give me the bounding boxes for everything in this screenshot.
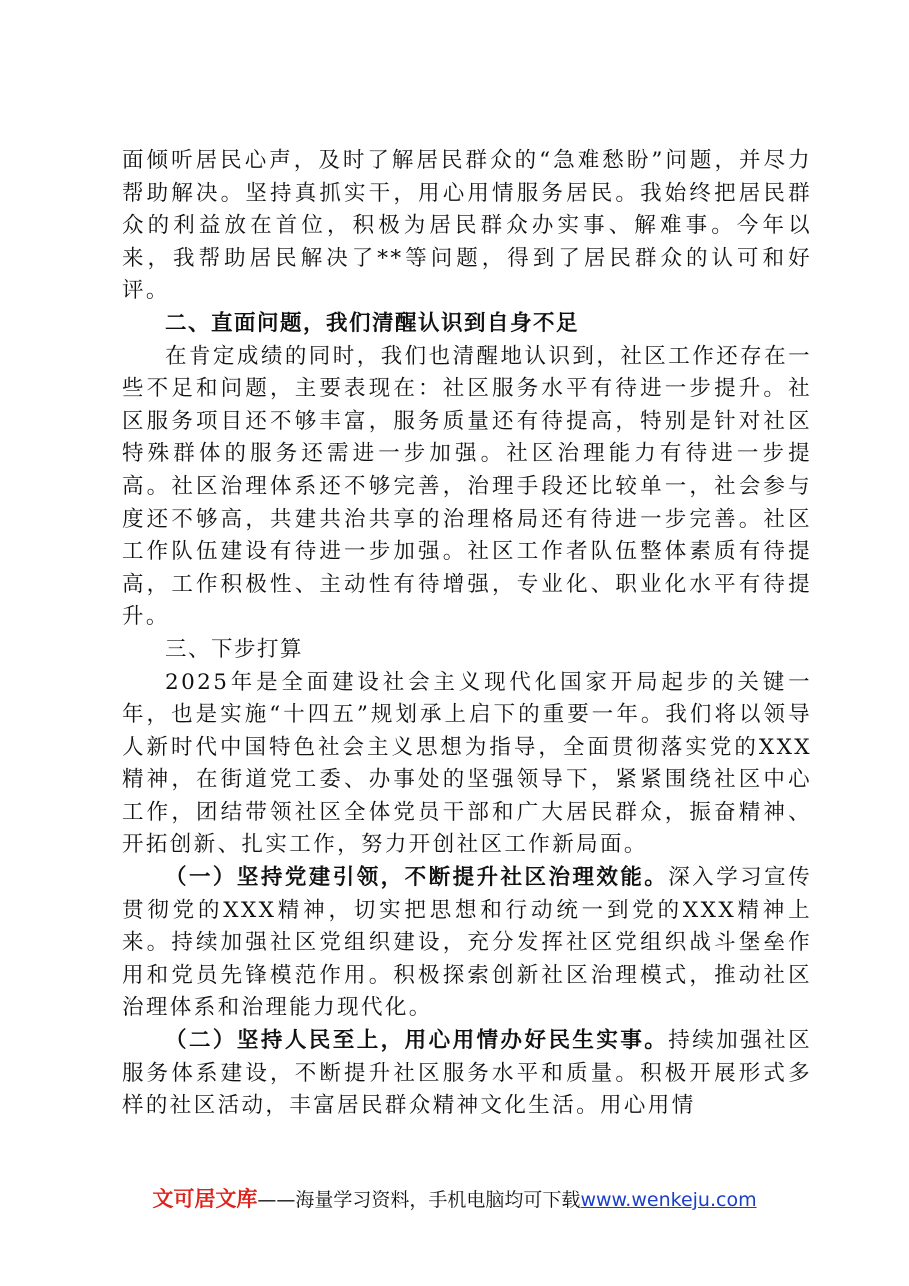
footer-link[interactable]: www.wenkeju.com bbox=[580, 1189, 757, 1211]
item-lead-party-building: （一）坚持党建引领，不断提升社区治理效能。 bbox=[165, 865, 669, 891]
footer-banner bbox=[0, 1183, 909, 1213]
section-heading-problems: 二、直面问题，我们清醒认识到自身不足 bbox=[165, 310, 580, 336]
paragraph-plan-intro: 2025年是全面建设社会主义现代化国家开局起步的关键一年，也是实施“十四五”规划承上启下的重要一年。我们将以领导人新时代中国特色社会主义思想为指导，全面贯彻落实党的XXX精神，在街道党工委、办事处的坚强领导下，紧紧围绕社区中心工作，团结带领社区全体党员干部和广大居民群众，振奋精神、开拓创新、扎实工作，努力开创社区工作新局面。 bbox=[122, 669, 812, 858]
item-lead-people-first: （二）坚持人民至上，用心用情办好民生实事。 bbox=[165, 1028, 669, 1054]
paragraph-people-first bbox=[122, 1025, 812, 1123]
paragraph-shortcomings: 在肯定成绩的同时，我们也清醒地认识到，社区工作还存在一些不足和问题，主要表现在：社区服务水平有待进一步提升。社区服务项目还不够丰富，服务质量还有待提高，特别是针对社区特殊群体的服务还需进一步加强。社区治理能力有待进一步提高。社区治理体系还不够完善，治理手段还比较单一，社会参与度还不够高，共建共治共享的治理格局还有待进一步完善。社区工作队伍建设有待进一步加强。社区工作者队伍整体素质有待提高，工作积极性、主动性有待增强，专业化、职业化水平有待提升。 bbox=[122, 343, 812, 630]
footer-brand: 文可居文库 bbox=[152, 1187, 258, 1211]
paragraph-continued: 面倾听居民心声，及时了解居民群众的“急难愁盼”问题，并尽力帮助解决。坚持真抓实干，用心用情服务居民。我始终把居民群众的利益放在首位，积极为居民群众办实事、解难事。今年以来，我帮助居民解决了**等问题，得到了居民群众的认可和好评。 bbox=[122, 148, 812, 304]
item-text-people-first: 持续加强社区服务体系建设，不断提升社区服务水平和质量。积极开展形式多样的社区活动，丰富居民群众精神文化生活。用心用情 bbox=[122, 1028, 812, 1119]
paragraph-party-building bbox=[122, 862, 812, 1025]
item-text-party-building: 深入学习宣传贯彻党的XXX精神，切实把思想和行动统一到党的XXX精神上来。持续加强社区党组织建设，充分发挥社区党组织战斗堡垒作用和党员先锋模范作用。积极探索创新社区治理模式，推动社区治理体系和治理能力现代化。 bbox=[122, 865, 812, 1021]
document-body bbox=[122, 145, 812, 1123]
section-heading-next-steps: 三、下步打算 bbox=[165, 636, 304, 662]
footer-tagline: ——海量学习资料，手机电脑均可下载 bbox=[257, 1189, 581, 1211]
